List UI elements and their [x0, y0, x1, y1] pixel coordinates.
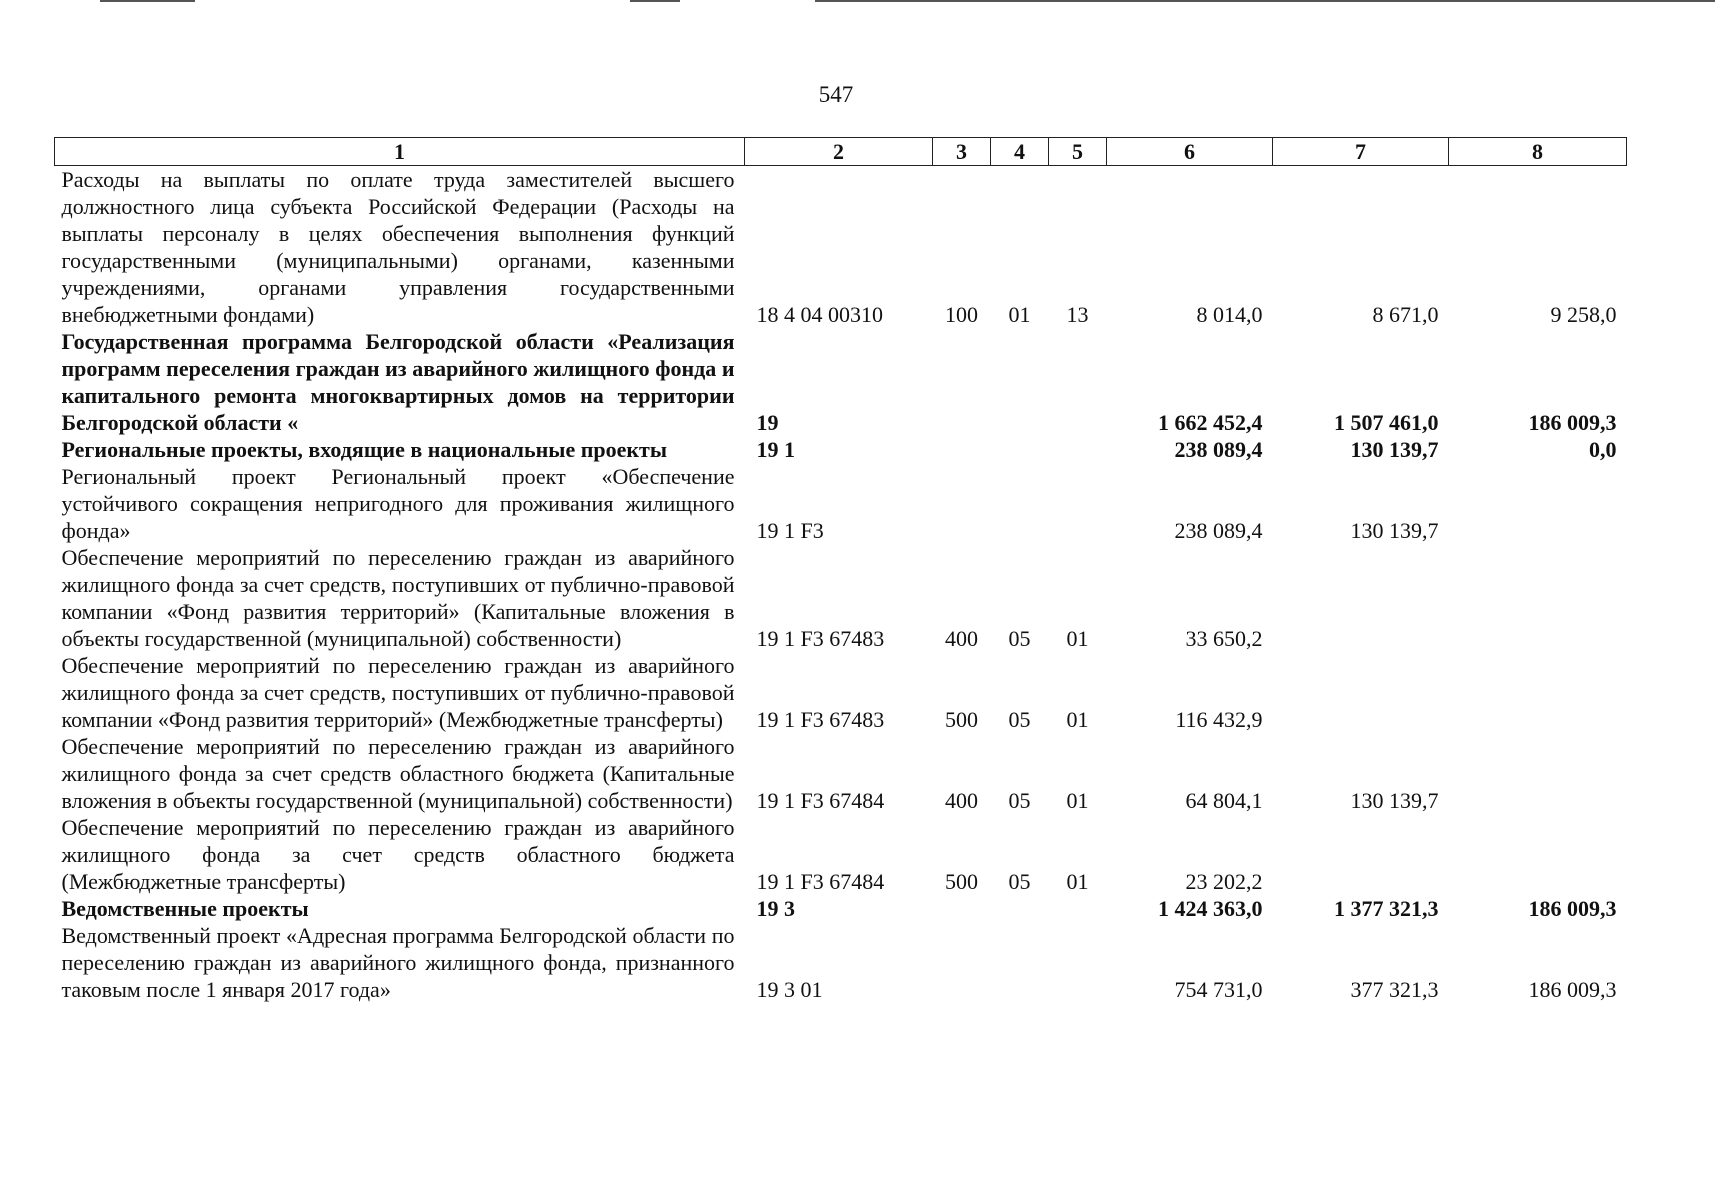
subsection-code: 01: [1066, 788, 1089, 813]
amount-year-2: 8 671,0: [1372, 302, 1439, 327]
amount-year-3: [1449, 733, 1627, 814]
column-header: 7: [1273, 138, 1449, 166]
amount-year-2: 130 139,7: [1350, 437, 1439, 462]
expense-item-name: Государственная программа Белгородской области «Реализация программ переселения граждан из аварийного жилищного фонда и капитального ремонта многоквартирных домов на территории Белгородской области «: [61, 329, 735, 435]
scan-artifact-line: [100, 0, 195, 2]
amount-year-3: 0,0: [1589, 437, 1617, 462]
section-code: 05: [1008, 626, 1031, 651]
expense-item-name: Обеспечение мероприятий по переселению граждан из аварийного жилищного фонда за счет средств, поступивших от публично-правовой компании «Фонд развития территорий» (Капитальные вложения в объекты государственной (муниципальной) собственности): [61, 545, 735, 651]
table-row: [55, 436, 1627, 463]
table-row: [55, 733, 1627, 814]
amount-year-1: 1 662 452,4: [1158, 410, 1263, 435]
expense-item-name: Региональный проект Региональный проект «Обеспечение устойчивого сокращения непригодного для проживания жилищного фонда»: [61, 464, 735, 543]
subsection-code: 01: [1066, 707, 1089, 732]
subsection-code: 13: [1066, 302, 1089, 327]
amount-year-3: [1449, 814, 1627, 895]
amount-year-2: [1273, 544, 1449, 652]
amount-year-1: 64 804,1: [1185, 788, 1263, 813]
expense-item-name: Ведомственные проекты: [61, 896, 309, 921]
table-row: [55, 544, 1627, 652]
expense-item-name: Региональные проекты, входящие в национальные проекты: [61, 437, 668, 462]
target-article-code: 19 1 F3 67484: [756, 869, 885, 894]
section-code: 05: [1008, 707, 1031, 732]
column-header: 4: [991, 138, 1049, 166]
amount-year-3: [1449, 544, 1627, 652]
target-article-code: 19 1 F3 67483: [756, 707, 885, 732]
amount-year-1: 8 014,0: [1196, 302, 1263, 327]
page-number: 547: [818, 82, 854, 107]
expense-type-code: 400: [945, 626, 978, 651]
expense-type-code: 100: [945, 302, 978, 327]
amount-year-2: 1 377 321,3: [1334, 896, 1439, 921]
expense-item-name: Обеспечение мероприятий по переселению граждан из аварийного жилищного фонда за счет средств областного бюджета (Капитальные вложения в объекты государственной (муниципальной) собственности): [61, 734, 735, 813]
table-row: [55, 166, 1627, 329]
table-row: [55, 328, 1627, 436]
expense-item-name: Обеспечение мероприятий по переселению граждан из аварийного жилищного фонда за счет средств, поступивших от публично-правовой компании «Фонд развития территорий» (Межбюджетные трансферты): [61, 653, 735, 732]
target-article-code: 18 4 04 00310: [756, 302, 883, 327]
budget-table: [54, 137, 1627, 1003]
amount-year-1: 754 731,0: [1174, 977, 1263, 1002]
expense-item-name: Расходы на выплаты по оплате труда заместителей высшего должностного лица субъекта Российской Федерации (Расходы на выплаты персоналу в целях обеспечения выполнения функций государственными (муниципальными) органами, казенными учреждениями, органами управления государственными внебюджетными фондами): [61, 167, 735, 327]
expense-type-code: [933, 328, 991, 436]
subsection-code: [1049, 895, 1107, 922]
scan-artifact-line: [815, 0, 1715, 2]
section-code: [991, 895, 1049, 922]
amount-year-1: 238 089,4: [1174, 437, 1263, 462]
target-article-code: 19 1 F3: [756, 518, 824, 543]
subsection-code: 01: [1066, 869, 1089, 894]
expense-type-code: [933, 895, 991, 922]
amount-year-1: 33 650,2: [1185, 626, 1263, 651]
amount-year-2: [1273, 652, 1449, 733]
subsection-code: 01: [1066, 626, 1089, 651]
section-code: 05: [1008, 869, 1031, 894]
expense-type-code: [933, 922, 991, 1003]
amount-year-1: 238 089,4: [1174, 518, 1263, 543]
section-code: [991, 922, 1049, 1003]
amount-year-2: [1273, 814, 1449, 895]
amount-year-3: 9 258,0: [1550, 302, 1617, 327]
table-row: [55, 895, 1627, 922]
column-header: 2: [745, 138, 933, 166]
amount-year-1: 116 432,9: [1175, 707, 1263, 732]
amount-year-2: 130 139,7: [1350, 518, 1439, 543]
subsection-code: [1049, 328, 1107, 436]
expense-item-name: Ведомственный проект «Адресная программа Белгородской области по переселению граждан из аварийного жилищного фонда, признанного таковым после 1 января 2017 года»: [61, 923, 735, 1002]
amount-year-3: 186 009,3: [1528, 410, 1617, 435]
table-row: [55, 463, 1627, 544]
table-row: [55, 922, 1627, 1003]
section-code: [991, 328, 1049, 436]
expense-type-code: 400: [945, 788, 978, 813]
expense-type-code: 500: [945, 707, 978, 732]
table-row: [55, 652, 1627, 733]
column-number-header: [55, 138, 1627, 166]
amount-year-1: 23 202,2: [1185, 869, 1263, 894]
column-header: 6: [1107, 138, 1273, 166]
section-code: [991, 436, 1049, 463]
amount-year-2: 1 507 461,0: [1334, 410, 1439, 435]
target-article-code: 19 3: [756, 896, 795, 921]
amount-year-3: 186 009,3: [1528, 896, 1617, 921]
column-header: 8: [1449, 138, 1627, 166]
subsection-code: [1049, 436, 1107, 463]
section-code: [991, 463, 1049, 544]
expense-type-code: 500: [945, 869, 978, 894]
amount-year-3: [1449, 463, 1627, 544]
column-header: 1: [55, 138, 745, 166]
section-code: 05: [1008, 788, 1031, 813]
scan-artifact-line: [630, 0, 680, 2]
expense-item-name: Обеспечение мероприятий по переселению граждан из аварийного жилищного фонда за счет средств областного бюджета (Межбюджетные трансферты): [61, 815, 735, 894]
amount-year-1: 1 424 363,0: [1158, 896, 1263, 921]
target-article-code: 19 1: [756, 437, 795, 462]
subsection-code: [1049, 922, 1107, 1003]
amount-year-2: 130 139,7: [1350, 788, 1439, 813]
amount-year-2: 377 321,3: [1350, 977, 1439, 1002]
column-header: 5: [1049, 138, 1107, 166]
target-article-code: 19 3 01: [756, 977, 823, 1002]
expense-type-code: [933, 463, 991, 544]
expense-type-code: [933, 436, 991, 463]
table-row: [55, 814, 1627, 895]
target-article-code: 19 1 F3 67484: [756, 788, 885, 813]
amount-year-3: 186 009,3: [1528, 977, 1617, 1002]
subsection-code: [1049, 463, 1107, 544]
target-article-code: 19 1 F3 67483: [756, 626, 885, 651]
target-article-code: 19: [756, 410, 779, 435]
section-code: 01: [1008, 302, 1031, 327]
column-header: 3: [933, 138, 991, 166]
amount-year-3: [1449, 652, 1627, 733]
